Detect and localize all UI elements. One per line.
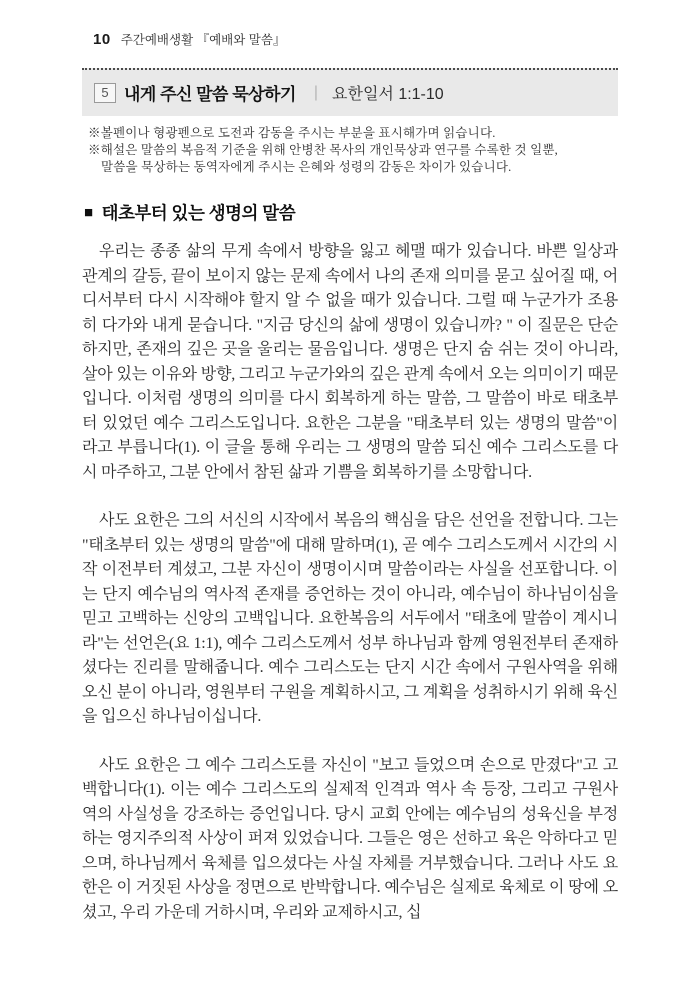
scripture-reference: 요한일서 1:1-10 (332, 86, 444, 103)
note-line: ※볼펜이나 형광펜으로 도전과 감동을 주시는 부분을 표시해가며 읽습니다. (88, 126, 496, 140)
section-title: 내게 주신 말씀 묵상하기 (124, 85, 296, 104)
article-heading (84, 200, 618, 225)
paragraph: 사도 요한은 그의 서신의 시작에서 복음의 핵심을 담은 선언을 전합니다. 그는 "태초부터 있는 생명의 말씀"에 대해 말하며(1), 곧 예수 그리스도께서 시간의 시작 이전부터 계셨고, 그분 자신이 생명이시며 말씀이라는 사실을 선포합니다. 이는 단지 예수님의 역사적 존재를 증언하는 것이 아니라, 예수님이 하나님이심을 믿고 고백하는 신앙의 고백입니다. 요한복음의 서두에서 "태초에 말씀이 계시니라"는 선언은(요 1:1), 예수 그리스도께서 성부 하나님과 함께 영원전부터 존재하셨다는 진리를 말해줍니다. 예수 그리스도는 단지 시간 속에서 구원사역을 위해 오신 분이 아니라, 영원부터 구원을 계획하시고, 그 계획을 성취하시기 위해 육신을 입으신 하나님이십니다. (82, 512, 618, 725)
note-line: ※해설은 말씀의 복음적 기준을 위해 안병찬 목사의 개인묵상과 연구를 수록한 것 일뿐, (88, 143, 558, 157)
reading-notes (88, 125, 618, 176)
booklet-title: 주간예배생활 『예배와 말씀』 (120, 33, 286, 47)
note-line: 말씀을 묵상하는 동역자에게 주시는 은혜와 성령의 감동은 차이가 있습니다. (101, 160, 512, 174)
running-head (93, 30, 618, 48)
vertical-divider: | (313, 83, 319, 101)
section-banner (82, 68, 618, 116)
page-number: 10 (93, 31, 111, 48)
paragraph: 사도 요한은 그 예수 그리스도를 자신이 "보고 들었으며 손으로 만졌다"고 고백합니다(1). 이는 예수 그리스도의 실제적 인격과 역사 속 등장, 그리고 구원사역의 사실성을 강조하는 증언입니다. 당시 교회 안에는 예수님의 성육신을 부정하는 영지주의적 사상이 퍼져 있었습니다. 그들은 영은 선하고 육은 악하다고 믿으며, 하나님께서 육체를 입으셨다는 사실 자체를 거부했습니다. 그러나 사도 요한은 이 거짓된 사상을 정면으로 반박합니다. 예수님은 실제로 육체로 이 땅에 오셨고, 우리 가운데 거하시며, 우리와 교제하시고, 십 (82, 756, 618, 921)
square-bullet-icon: ■ (84, 204, 93, 221)
section-number-badge: 5 (94, 83, 116, 103)
paragraph: 우리는 종종 삶의 무게 속에서 방향을 잃고 헤맬 때가 있습니다. 바쁜 일상과 관계의 갈등, 끝이 보이지 않는 문제 속에서 나의 존재 의미를 묻고 싶어질 때, 어디서부터 다시 시작해야 할지 알 수 없을 때가 있습니다. 그럴 때 누군가가 조용히 다가와 내게 묻습니다. "지금 당신의 삶에 생명이 있습니까? " 이 질문은 단순하지만, 존재의 깊은 곳을 울리는 물음입니다. 생명은 단지 숨 쉬는 것이 아니라, 살아 있는 이유와 방향, 그리고 누군가와의 깊은 관계 속에서 오는 의미이기 때문입니다. 이처럼 생명의 의미를 다시 회복하게 하는 말씀, 그 말씀이 바로 태초부터 있었던 예수 그리스도입니다. 요한은 그분을 "태초부터 있는 생명의 말씀"이라고 부릅니다(1). 이 글을 통해 우리는 그 생명의 말씀 되신 예수 그리스도를 다시 마주하고, 그분 안에서 참된 삶과 기쁨을 회복하기를 소망합니다. (82, 243, 618, 481)
article-body (82, 240, 618, 925)
article-title: 태초부터 있는 생명의 말씀 (101, 203, 296, 223)
